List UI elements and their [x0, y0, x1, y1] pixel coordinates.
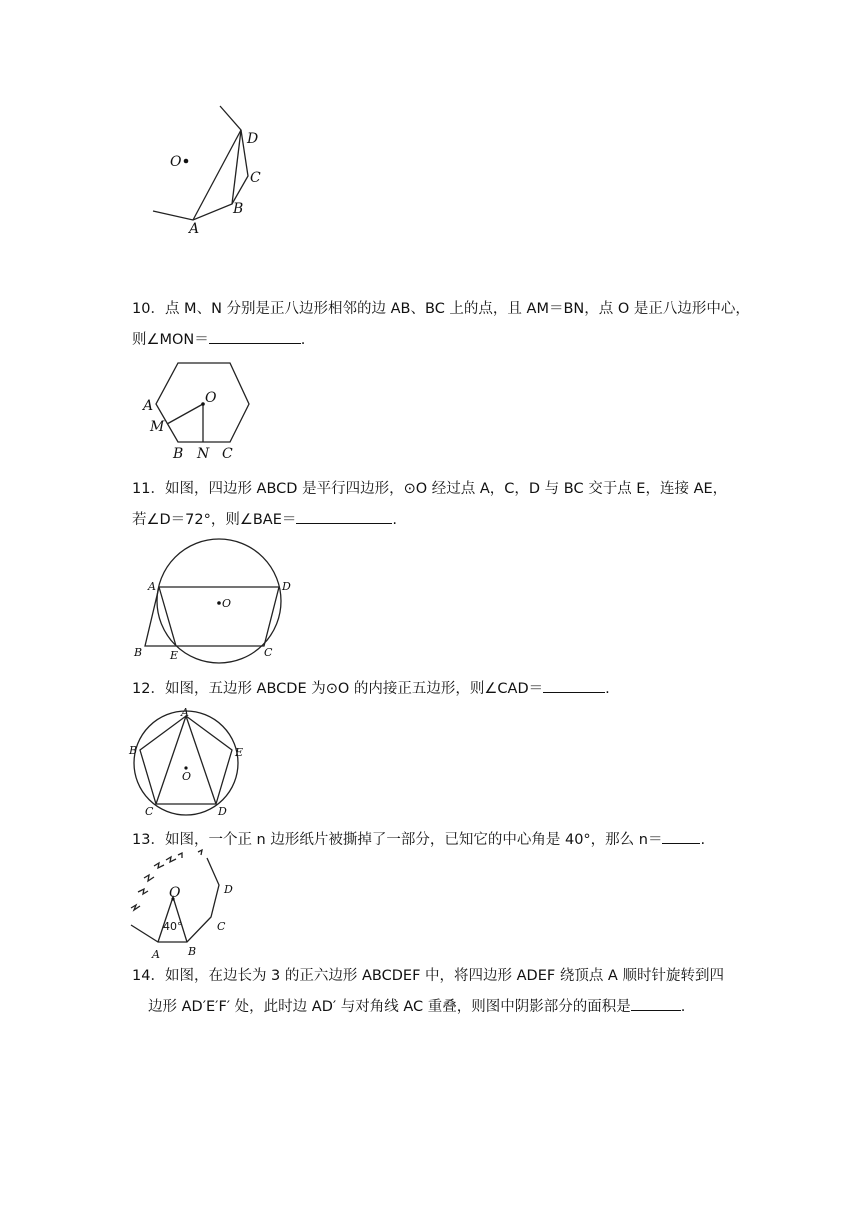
- q9-segment-bd: [232, 130, 241, 204]
- q13-line-1-text: 13．如图，一个正 n 边形纸片被撕掉了一部分，已知它的中心角是 40°，那么 n＝: [132, 832, 663, 848]
- q13-label-b: B: [188, 945, 197, 958]
- q13-label-angle: 40°: [163, 920, 183, 933]
- q10-line-2: [132, 325, 732, 356]
- q10-line-2-end: .: [300, 332, 306, 348]
- q12-pentagon: [140, 716, 232, 804]
- q11-label-c: C: [264, 646, 273, 659]
- q10-label-b: B: [173, 446, 184, 462]
- q13-label-o: O: [169, 885, 181, 901]
- q9-label-b: B: [233, 201, 244, 217]
- q12-line-1-end: .: [605, 681, 610, 697]
- q12-segment-ac: [156, 716, 186, 804]
- q11-figure: [130, 537, 300, 665]
- q11-line-1: 11．如图，四边形 ABCD 是平行四边形，⊙O 经过点 A，C，D 与 BC 交于点 E，连接 AE，: [132, 481, 728, 497]
- q10-label-o: O: [205, 390, 217, 406]
- q13-label-a: A: [152, 948, 160, 961]
- q13-label-d: D: [224, 883, 233, 896]
- q11-parallelogram: [145, 587, 279, 646]
- q13-label-c: C: [217, 920, 226, 933]
- q10-label-n: N: [197, 446, 210, 462]
- q11-label-o: O: [222, 597, 232, 610]
- q9-label-o: O: [170, 154, 182, 170]
- q9-label-d: D: [247, 131, 259, 147]
- q12-segment-ad: [186, 716, 216, 804]
- question-12: [132, 674, 732, 705]
- q12-line-1: [132, 674, 732, 705]
- q11-line-2-end: .: [392, 512, 398, 528]
- question-14: [132, 961, 732, 1023]
- q12-label-o: O: [182, 770, 192, 783]
- q12-circle: [134, 711, 238, 815]
- q14-line-2: [132, 992, 732, 1023]
- q13-torn-edge: [131, 850, 202, 910]
- question-11: [132, 474, 732, 536]
- q9-figure: [150, 100, 280, 240]
- q11-label-e: E: [170, 649, 179, 662]
- q12-label-a: A: [181, 706, 189, 719]
- q14-line-2-end: .: [680, 999, 686, 1015]
- q13-figure: [125, 850, 245, 962]
- q11-segment-ae: [159, 587, 176, 646]
- q11-line-2-text: 若∠D＝72°，则∠BAE＝: [132, 512, 297, 528]
- q14-line-2-text: 边形 AD′E′F′ 处，此时边 AD′ 与对角线 AC 重叠，则图中阴影部分的面积是: [148, 999, 631, 1015]
- q10-label-c: C: [222, 446, 233, 462]
- q11-line-2: [132, 505, 732, 536]
- q12-label-b: B: [129, 744, 138, 757]
- q12-line-1-text: 12．如图，五边形 ABCDE 为⊙O 的内接正五边形，则∠CAD＝: [132, 681, 544, 697]
- q12-figure: [125, 706, 250, 820]
- q13-line-1-end: .: [700, 832, 706, 848]
- q9-center-dot: [184, 159, 189, 164]
- q10-label-m: M: [150, 419, 165, 435]
- q11-center-dot: [217, 601, 221, 605]
- question-10: [132, 294, 750, 356]
- q14-answer-blank[interactable]: [631, 996, 681, 1011]
- q10-answer-blank[interactable]: [209, 329, 301, 344]
- q12-answer-blank[interactable]: [543, 678, 605, 693]
- q11-label-b: B: [134, 646, 143, 659]
- q13-answer-blank[interactable]: [662, 829, 700, 844]
- q9-label-c: C: [250, 170, 261, 186]
- q14-line-1: 14．如图，在边长为 3 的正六边形 ABCDEF 中，将四边形 ADEF 绕顶点 A 顺时针旋转到四: [132, 968, 724, 984]
- q10-label-a: A: [143, 398, 154, 414]
- q10-line-2-text: 则∠MON＝: [132, 332, 209, 348]
- q12-label-e: E: [235, 746, 244, 759]
- q10-line-1: 10．点 M、N 分别是正八边形相邻的边 AB、BC 上的点，且 AM＝BN，点 O 是正八边形中心，: [132, 301, 750, 317]
- q10-figure: [140, 360, 255, 460]
- q11-label-a: A: [148, 580, 156, 593]
- q11-label-d: D: [282, 580, 291, 593]
- q9-label-a: A: [189, 221, 200, 237]
- q12-label-d: D: [218, 805, 227, 818]
- q11-answer-blank[interactable]: [296, 509, 392, 524]
- q10-segment-om: [167, 404, 203, 424]
- q12-label-c: C: [145, 805, 154, 818]
